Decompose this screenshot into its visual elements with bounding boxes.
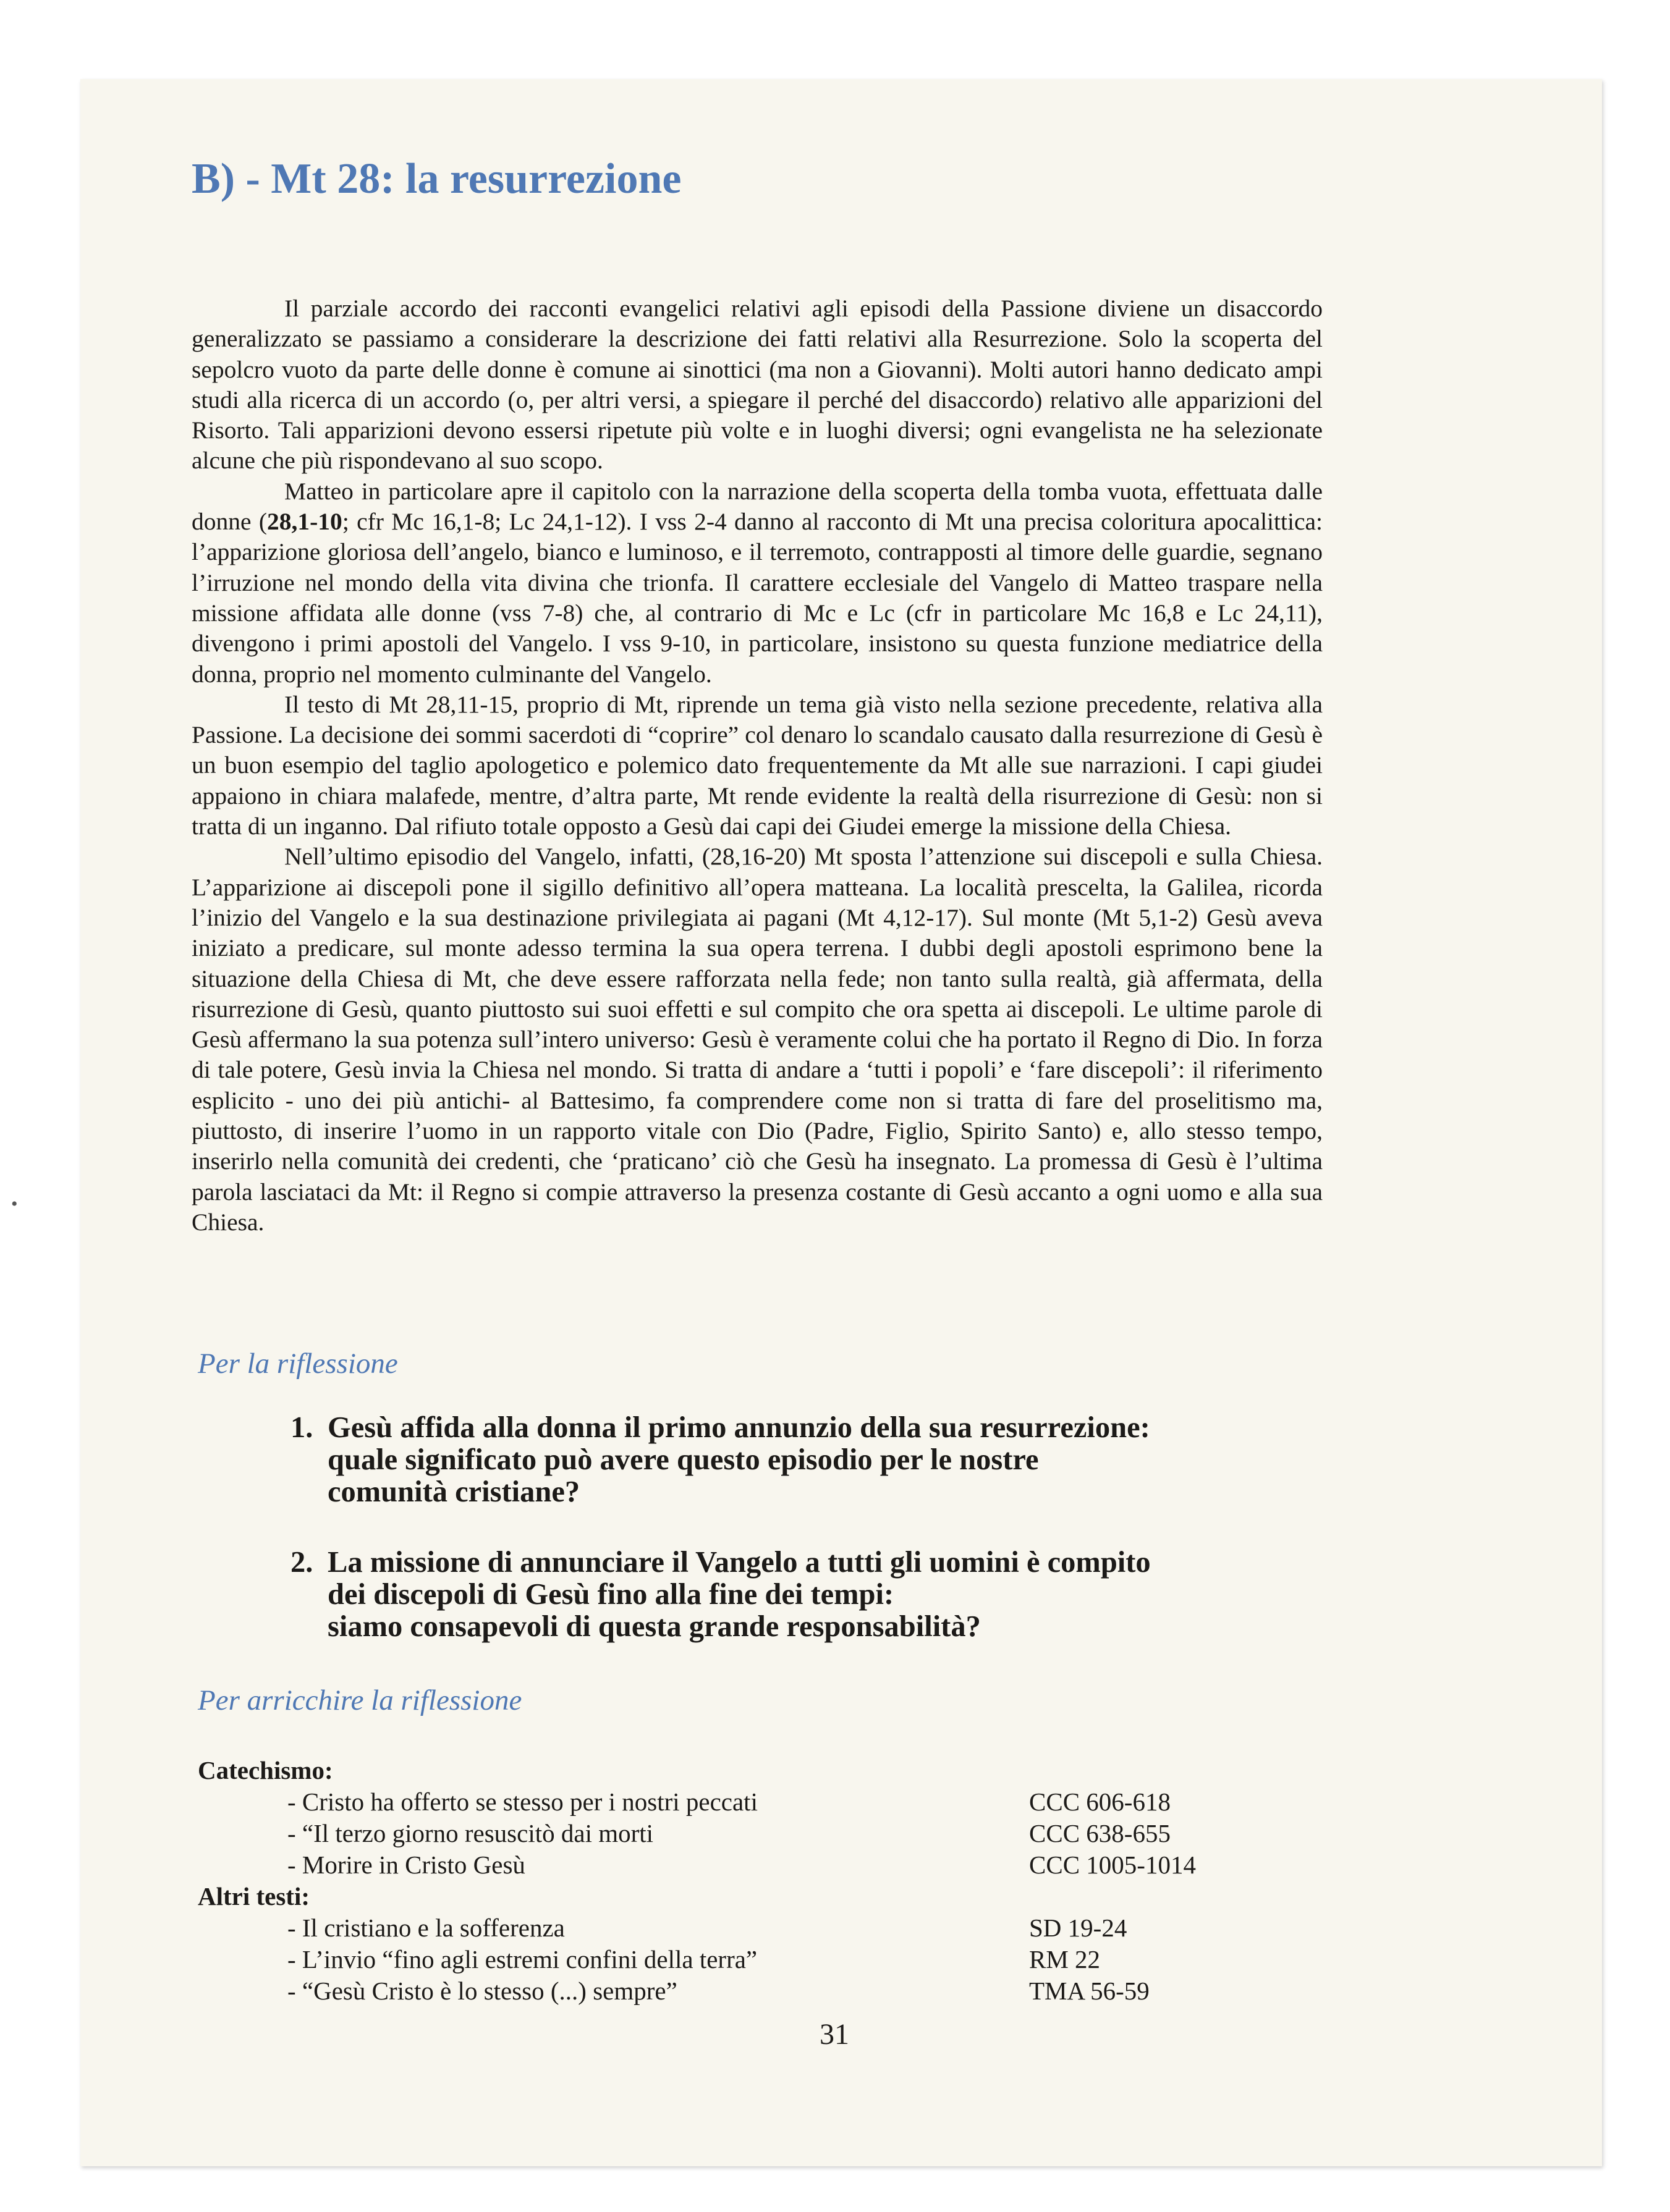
question-number: 1. (290, 1411, 313, 1444)
body-paragraph (192, 690, 1323, 842)
reference-label: - Cristo ha offerto se stesso per i nostri peccati (287, 1788, 758, 1816)
reflection-questions (290, 1412, 1366, 1643)
reference-code: CCC 606-618 (1029, 1788, 1171, 1816)
reference-code: TMA 56-59 (1029, 1977, 1150, 2005)
question-line: La missione di annunciare il Vangelo a tutti gli uomini è compito (328, 1546, 1151, 1579)
reference-code: SD 19-24 (1029, 1914, 1127, 1942)
question-line: Gesù affida alla donna il primo annunzio della sua resurrezione: (328, 1411, 1150, 1444)
reference-row (198, 1818, 1310, 1849)
reference-group-title: Catechismo: (198, 1756, 333, 1784)
question-line: siamo consapevoli di questa grande responsabilità? (328, 1610, 981, 1643)
body-paragraph (192, 476, 1323, 690)
reference-code: RM 22 (1029, 1945, 1101, 1973)
paragraph-text: ; cfr Mc 16,1-8; Lc 24,1-12). I vss 2-4 danno al racconto di Mt una precisa coloritura apocalittica: l’apparizione gloriosa dell’angelo, bianco e luminoso, e il terremoto, contrapposti al timore delle guardie, segnano l’irruzione nel mondo della vita divina che trionfa. Il carattere ecclesiale del Vangelo di Matteo traspare nella missione affidata alle donne (vss 7-8) che, al contrario di Mc e Lc (cfr in particolare Mc 16,8 e Lc 24,11), divengono i primi apostoli del Vangelo. I vss 9-10, in particolare, insistono su questa funzione mediatrice della donna, proprio nel momento culminante del Vangelo. (192, 508, 1323, 688)
reference-label: - “Il terzo giorno resuscitò dai morti (287, 1819, 654, 1847)
body-text (192, 293, 1323, 1238)
question-number: 2. (290, 1546, 313, 1579)
margin-dot: • (11, 1194, 18, 1214)
reference-row (198, 1975, 1310, 2007)
reference-label: - Morire in Cristo Gesù (287, 1851, 525, 1879)
reference-group-title: Altri testi: (198, 1882, 310, 1910)
reference-code: CCC 1005-1014 (1029, 1851, 1196, 1879)
body-paragraph (192, 293, 1323, 476)
reflection-heading: Per la riflessione (198, 1348, 398, 1380)
reference-label: - L’invio “fino agli estremi confini della terra” (287, 1945, 758, 1973)
question-item (290, 1412, 1366, 1508)
paragraph-text: Nell’ultimo episodio del Vangelo, infatti, (28,16-20) Mt sposta l’attenzione sui discepoli e sulla Chiesa. L’apparizione ai discepoli pone il sigillo definitivo all’opera matteana. La località prescelta, la Galilea, ricorda l’inizio del Vangelo e la sua destinazione privilegiata ai pagani (Mt 4,12-17). Sul monte (Mt 5,1-2) Gesù aveva iniziato a predicare, sul monte adesso termina la sua opera terrena. I dubbi degli apostoli esprimono bene la situazione della Chiesa di Mt, che deve essere rafforzata nella fede; non tanto sulla realtà, già affermata, della risurrezione di Gesù, quanto piuttosto sui suoi effetti e sul compito che ora spetta ai discepoli. Le ultime parole di Gesù affermano la sua potenza sull’intero universo: Gesù è veramente colui che ha portato il Regno di Dio. In forza di tale potere, Gesù invia la Chiesa nel mondo. Si tratta di andare a ‘tutti i popoli’ e ‘fare discepoli’: il riferimento esplicito - uno dei più antichi- al Battesimo, fa comprendere come non si tratta di fare del proselitismo ma, piuttosto, di inserire l’uomo in un rapporto vitale con Dio (Padre, Figlio, Spirito Santo) e, allo stesso tempo, inserirlo nella comunità dei credenti, che ‘praticano’ ciò che Gesù ha insegnato. La promessa di Gesù è l’ultima parola lasciataci da Mt: il Regno si compie attraverso la presenza costante di Gesù accanto a ogni uomo e alla sua Chiesa. (192, 843, 1323, 1236)
reference-label: - Il cristiano e la sofferenza (287, 1914, 565, 1942)
references-list (198, 1755, 1310, 2007)
paragraph-text: Il parziale accordo dei racconti evangelici relativi agli episodi della Passione diviene un disaccordo generalizzato se passiamo a considerare la descrizione dei fatti relativi alla Resurrezione. Solo la scoperta del sepolcro vuoto da parte delle donne è comune ai sinottici (ma non a Giovanni). Molti autori hanno dedicato ampi studi alla ricerca di un accordo (o, per altri versi, a spiegare il perché del disaccordo) relativo alle apparizioni del Risorto. Tali apparizioni devono essersi ripetute più volte e in luoghi diversi; ogni evangelista ne ha selezionate alcune che più rispondevano al suo scopo. (192, 295, 1323, 475)
question-line: comunità cristiane? (328, 1475, 580, 1508)
question-line: dei discepoli di Gesù fino alla fine dei tempi: (328, 1578, 894, 1611)
reference-row (198, 1849, 1310, 1881)
body-paragraph (192, 842, 1323, 1238)
reference-code: CCC 638-655 (1029, 1819, 1171, 1847)
reference-label: - “Gesù Cristo è lo stesso (...) sempre” (287, 1977, 677, 2005)
reference-row (198, 1786, 1310, 1818)
page-number: 31 (820, 2018, 849, 2051)
reference-row (198, 1912, 1310, 1944)
verse-reference: 28,1-10 (267, 508, 342, 536)
paragraph-text: Matteo in particolare apre il capitolo con la narrazione della scoperta della tomba vuota, effettuata dalle donne ( (192, 477, 1323, 536)
paragraph-text: Il testo di Mt 28,11-15, proprio di Mt, riprende un tema già visto nella sezione precedente, relativa alla Passione. La decisione dei sommi sacerdoti di “coprire” col denaro lo scandalo causato dalla resurrezione di Gesù è un buon esempio del taglio apologetico e polemico dato frequentemente da Mt alle sue narrazioni. I capi giudei appaiono in chiara malafede, mentre, d’altra parte, Mt rende evidente la realtà della risurrezione di Gesù: non si tratta di un inganno. Dal rifiuto totale opposto a Gesù dai capi dei Giudei emerge la missione della Chiesa. (192, 690, 1323, 840)
reference-row (198, 1944, 1310, 1975)
enrich-heading: Per arricchire la riflessione (198, 1684, 522, 1716)
question-line: quale significato può avere questo episodio per le nostre (328, 1443, 1039, 1476)
page-title: B) - Mt 28: la resurrezione (192, 155, 682, 203)
question-item (290, 1547, 1366, 1643)
